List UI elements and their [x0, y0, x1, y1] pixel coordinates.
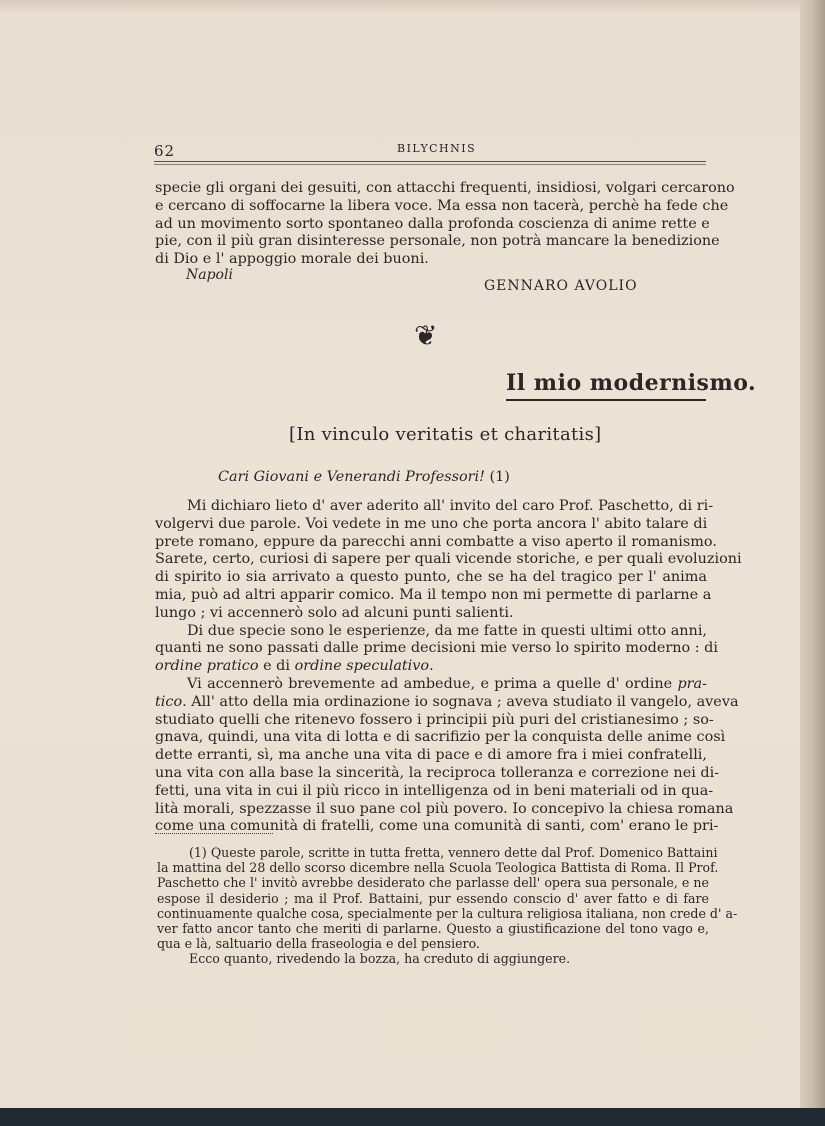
page-right-edge — [800, 0, 825, 1126]
italic-phrase: ordine speculativo — [294, 658, 430, 675]
title-underline — [506, 399, 706, 401]
running-header — [154, 142, 706, 164]
text-line: dette erranti, sì, ma anche una vita di pace e di amore fra i miei confratelli, — [155, 747, 707, 764]
text-line: una vita con alla base la sincerità, la reciproca tolleranza e correzione nei di- — [155, 764, 720, 781]
header-rule — [154, 161, 706, 162]
footnote-line: espose il desiderio ; ma il Prof. Battaini, pur essendo conscio d' aver fatto e di fare — [157, 890, 709, 906]
italic-phrase: tico — [155, 693, 183, 710]
article-subtitle: [In vinculo veritatis et charitatis] — [289, 424, 602, 445]
footnote-line: continuamente qualche cosa, specialmente per la cultura religiosa italiana, non crede d' a- — [157, 905, 738, 921]
footnote-line: qua e là, saltuario della fraseologia e del pensiero. — [157, 936, 480, 952]
text-line: lità morali, spezzasse il suo pane col più povero. Io concepivo la chiesa romana — [155, 800, 734, 817]
text-line: fetti, una vita in cui il più ricco in intelligenza od in beni materiali od in qua- — [155, 782, 714, 799]
previous-article-ending — [155, 180, 735, 269]
footnote-reference: (1) — [484, 469, 510, 485]
text-line — [155, 693, 739, 712]
text-run: Vi accennerò brevemente ad ambedue, e prima a quelle d' ordine — [187, 675, 678, 692]
dateline-place: Napoli — [186, 267, 233, 283]
page-bottom-edge — [0, 1108, 825, 1126]
italic-phrase: pratico — [206, 658, 259, 675]
text-line: Sarete, certo, curiosi di sapere per quali vicende storiche, e per quali evoluzioni — [155, 551, 742, 568]
text-line: come una comunità di fratelli, come una comunità di santi, com' erano le pri- — [155, 818, 719, 835]
text-line: e cercano di soffocarne la libera voce. Ma essa non tacerà, perchè ha fede che — [155, 197, 729, 214]
text-line: lungo ; vi accennerò solo ad alcuni punti salienti. — [155, 604, 514, 621]
text-line — [155, 658, 707, 676]
footnote-separator — [155, 833, 273, 834]
salutation — [218, 469, 510, 485]
italic-phrase: ordine — [155, 658, 207, 675]
text-line: quanti ne sono passati dalle prime decisioni mie verso lo spirito moderno : di — [155, 640, 718, 657]
footnote-line: (1) Queste parole, scritte in tutta fretta, vennero dette dal Prof. Domenico Battaini — [189, 845, 718, 860]
footnote-line: Paschetto che l' invitò avrebbe desiderato che parlasse dell' opera sua personale, e ne — [157, 875, 709, 891]
text-line: volgervi due parole. Voi vedete in me uno che porta ancora l' abito talare di — [155, 515, 708, 532]
text-run: e di — [258, 658, 295, 675]
text-line: Di due specie sono le esperienze, da me fatte in questi ultimi otto anni, — [187, 622, 707, 639]
fleuron-ornament-icon: ❦ — [414, 319, 438, 352]
footnote-line: la mattina del 28 dello scorso dicembre nella Scuola Teologica Battista di Roma. Il Prof. — [157, 860, 719, 876]
text-line: prete romano, eppure da parecchi anni combatte a viso aperto il romanismo. — [155, 533, 717, 550]
italic-phrase: pra- — [677, 675, 707, 692]
footnote-line: Ecco quanto, rivedendo la bozza, ha creduto di aggiungere. — [189, 951, 571, 967]
text-line: gnava, quindi, una vita di lotta e di sacrifizio per la conquista delle anime così — [155, 729, 726, 746]
article-title: Il mio modernismo. — [506, 370, 757, 396]
footnote — [157, 845, 738, 967]
text-line: studiato quelli che ritenevo fossero i principii più puri del cristianesimo ; so- — [155, 711, 714, 728]
text-line — [155, 676, 707, 694]
text-line: ad un movimento sorto spontaneo dalla profonda coscienza di anime rette e — [155, 215, 710, 232]
author-signature: GENNARO AVOLIO — [484, 278, 638, 294]
header-rule-secondary — [154, 164, 706, 165]
text-run: . All' atto della mia ordinazione io sognava ; aveva studiato il vangelo, aveva — [182, 693, 739, 710]
journal-title: BILYCHNIS — [397, 142, 477, 155]
text-line: mia, può ad altri apparir comico. Ma il tempo non mi permette di parlarne a — [155, 586, 712, 603]
text-line: specie gli organi dei gesuiti, con attacchi frequenti, insidiosi, volgari cercarono — [155, 180, 735, 196]
text-line: di spirito io sia arrivato a questo punto, che se ha del tragico per l' anima — [155, 569, 707, 586]
article-body — [155, 498, 742, 836]
text-line: pie, con il più gran disinteresse personale, non potrà mancare la benedizione — [155, 233, 720, 250]
page-number: 62 — [154, 142, 176, 160]
footnote-line: ver fatto ancor tanto che meriti di parlarne. Questo a giustificazione del tono vago e, — [157, 921, 709, 937]
text-run: . — [429, 658, 434, 675]
text-line: Mi dichiaro lieto d' aver aderito all' invito del caro Prof. Paschetto, di ri- — [187, 498, 714, 514]
salutation-text: Cari Giovani e Venerandi Professori! — [218, 469, 485, 485]
page-top-edge — [0, 0, 825, 12]
text-line: di Dio e l' appoggio morale dei buoni. — [155, 251, 429, 268]
